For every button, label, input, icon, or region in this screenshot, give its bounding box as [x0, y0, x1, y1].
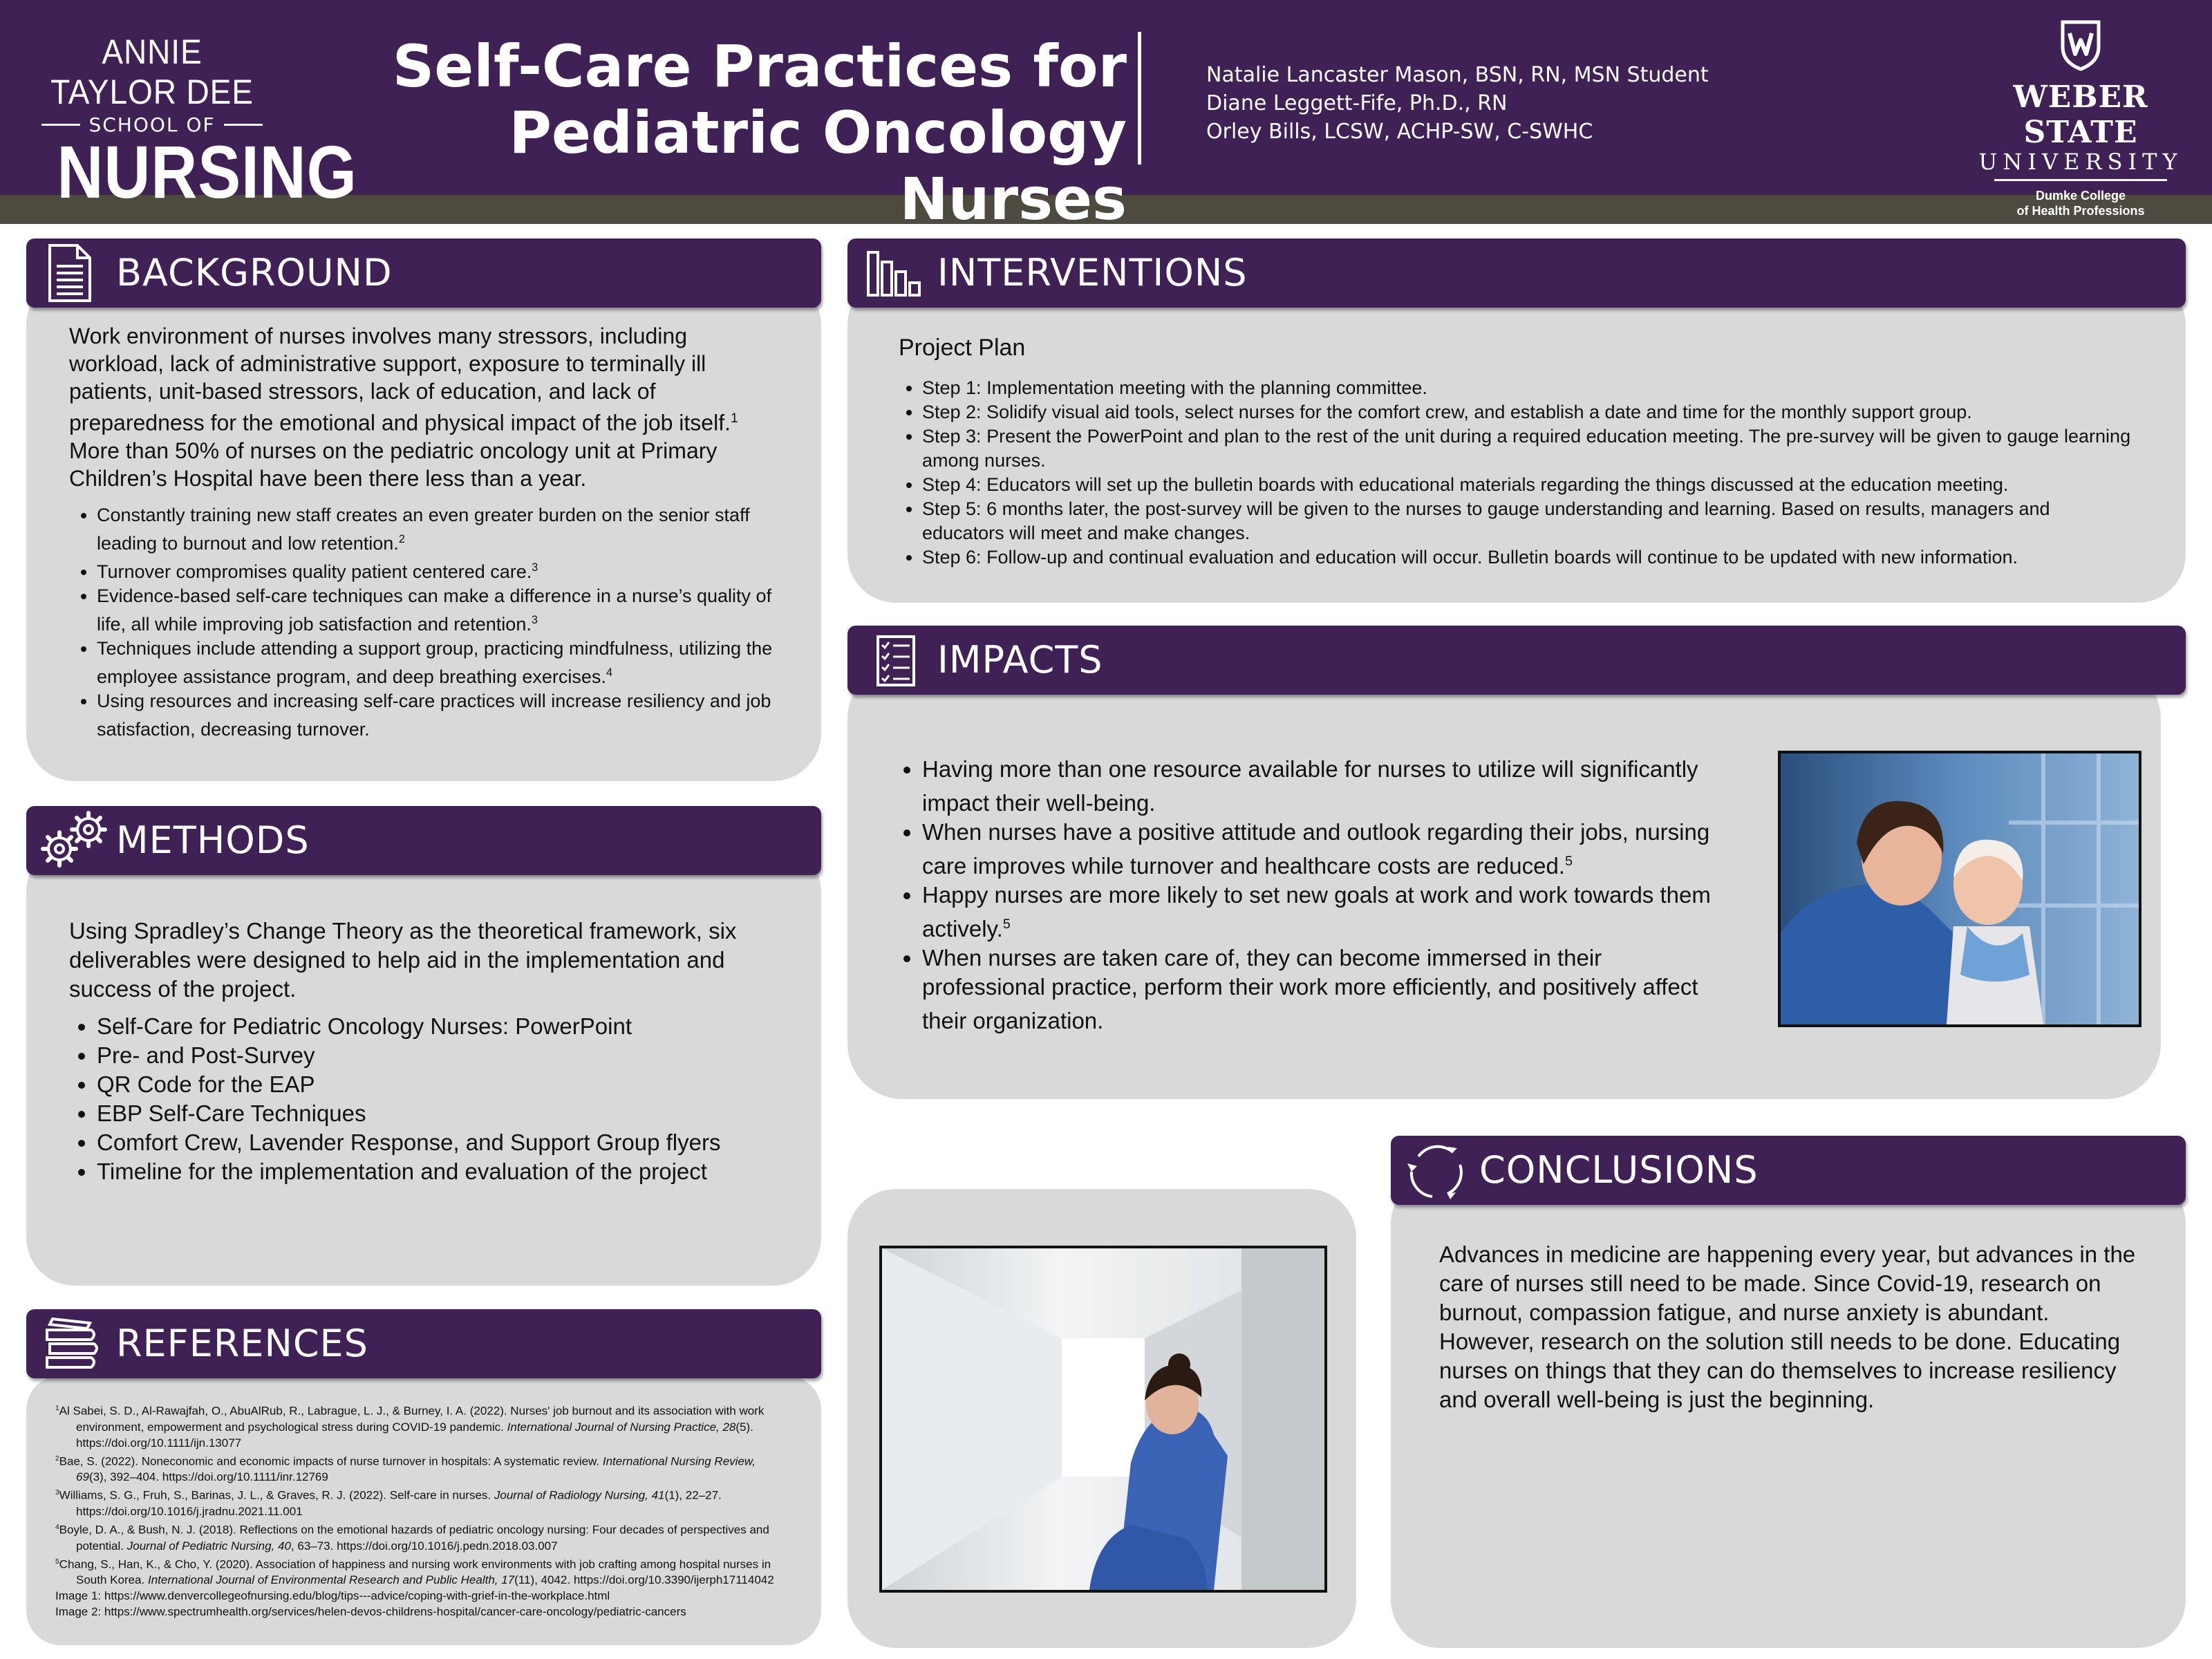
- list-item: • Turnover compromises quality patient centered care.$^3$: [97, 556, 781, 584]
- logo-line-1: ANNIE TAYLOR DEE: [50, 32, 254, 111]
- conclusions-text: Advances in medicine are happening every year, but advances in the care of nurses still need to be made. Since Covid-19, research on burnout, compassion fatigue, and nurse anxiety is abundant. However, research on the solution still needs to be done. Educating nurses on things that they can do themselves to increase resiliency and overall well-being is just the beginning.: [1439, 1241, 2136, 1412]
- list-item: • Step 5: 6 months later, the post-survey will be given to the nurses to gauge understanding and learning. Based on results, managers and educators will meet and make changes.: [922, 497, 2136, 545]
- impacts-bullets: [899, 755, 1721, 1035]
- list-item: • Step 3: Present the PowerPoint and plan to the rest of the unit during a required education meeting. The pre-survey will be given to gauge learning among nurses.: [922, 424, 2136, 473]
- interventions-heading: INTERVENTIONS: [937, 251, 1248, 294]
- logo-college-line-2: of Health Professions: [2016, 204, 2145, 218]
- list-item: • Evidence-based self-care techniques can make a difference in a nurse’s quality of life, all while improving job satisfaction and retention.$^3$: [97, 584, 781, 637]
- background-intro-2: More than 50% of nurses on the pediatric oncology unit at Primary Children’s Hospital have been there less than a year.: [69, 438, 718, 491]
- impacts-body: [899, 755, 1721, 1035]
- interventions-body: [899, 330, 2136, 570]
- methods-body: [69, 917, 795, 1186]
- reference-item: $^3$Williams, S. G., Fruh, S., Barinas, J. L., & Graves, R. J. (2022). Self-care in nurses. Journal of Radiology Nursing, 41(1), 22–27. https://doi.org/10.1016/j.jradnu.2021.11.001: [55, 1488, 722, 1518]
- distressed-nurse-photo: [879, 1246, 1327, 1593]
- list-item: • Step 4: Educators will set up the bulletin boards with educational materials regarding the things discussed at the education meeting.: [922, 473, 2136, 497]
- list-item: • EBP Self-Care Techniques: [97, 1099, 795, 1128]
- list-item: • Techniques include attending a support group, practicing mindfulness, utilizing the employee assistance program, and deep breathing exercises.$^4$: [97, 637, 781, 689]
- conclusions-heading: CONCLUSIONS: [1479, 1148, 1759, 1192]
- nurse-with-child-photo: [1778, 751, 2141, 1027]
- author-list: [1206, 61, 1709, 146]
- author: Orley Bills, LCSW, ACHP-SW, C-SWHC: [1206, 120, 1593, 144]
- list-item: • When nurses have a positive attitude and outlook regarding their jobs, nursing care improves while turnover and healthcare costs are reduced.$^5$: [922, 818, 1721, 881]
- gears-icon: [36, 809, 112, 872]
- list-item: • Pre- and Post-Survey: [97, 1041, 795, 1070]
- interventions-heading-bar: [847, 238, 2186, 308]
- weber-state-logo: [1970, 19, 2191, 218]
- reference-item: $^2$Bae, S. (2022). Noneconomic and economic impacts of nurse turnover in hospitals: A systematic review. International Nursing Review, 69(3), 392–404. https://doi.org/10.1111/inr.12769: [55, 1454, 756, 1484]
- image-credit: Image 1: https://www.denvercollegeofnursing.edu/blog/tips---advice/coping-with-grief-in-the-workplace.html: [55, 1589, 610, 1603]
- list-item: • Having more than one resource available for nurses to utilize will significantly impact their well-being.: [922, 755, 1721, 818]
- photo-illustration: [1781, 753, 2139, 1024]
- list-item: • Step 2: Solidify visual aid tools, select nurses for the comfort crew, and establish a date and time for the monthly support group.: [922, 400, 2136, 424]
- list-item: • When nurses are taken care of, they can become immersed in their professional practice, perform their work more efficiently, and positively affect their organization.: [922, 944, 1721, 1035]
- list-item: • Using resources and increasing self-care practices will increase resiliency and job satisfaction, decreasing turnover.: [97, 689, 781, 742]
- list-item: • Constantly training new staff creates an even greater burden on the senior staff leading to burnout and low retention.$^2$: [97, 503, 781, 556]
- list-item: • Timeline for the implementation and evaluation of the project: [97, 1157, 795, 1186]
- title-line-1: Self-Care Practices for: [392, 32, 1127, 100]
- impacts-heading-bar: [847, 626, 2186, 695]
- reference-item: $^4$Boyle, D. A., & Bush, N. J. (2018). Reflections on the emotional hazards of pediatric oncology nursing: Four decades of perspectives and potential. Journal of Pediatric Nursing, 40, 63–73. https://doi.org/10.1016/j.pedn.2018.03.007: [55, 1523, 769, 1553]
- list-item: • Comfort Crew, Lavender Response, and Support Group flyers: [97, 1128, 795, 1157]
- poster-title: [346, 33, 1127, 232]
- list-item: • Step 1: Implementation meeting with the planning committee.: [922, 376, 2136, 400]
- reference-item: $^5$Chang, S., Han, K., & Cho, Y. (2020). Association of happiness and nursing work environments with job crafting among hospital nurses in South Korea. International Journal of Environmental Research and Public Health, 17(11), 4042. https://doi.org/10.3390/ijerph17114042: [55, 1557, 774, 1587]
- title-divider: [1138, 32, 1141, 165]
- list-item: • Step 6: Follow-up and continual evaluation and education will occur. Bulletin boards will continue to be updated with new information.: [922, 545, 2136, 570]
- background-bullets: [69, 503, 781, 742]
- logo-university-word: UNIVERSITY: [1978, 149, 2183, 175]
- background-intro: Work environment of nurses involves many stressors, including workload, lack of administrative support, exposure to terminally ill patients, unit-based stressors, lack of education, and lack of preparedness for the emotional and physical impact of the job itself.$^1$: [69, 324, 738, 435]
- background-heading: BACKGROUND: [116, 251, 393, 294]
- refresh-cycle-icon: [1405, 1140, 1468, 1201]
- logo-rule: [224, 124, 263, 126]
- methods-intro: Using Spradley’s Change Theory as the theoretical framework, six deliverables were designed to help aid in the implementation and success of the project.: [69, 918, 737, 1002]
- books-icon: [41, 1316, 101, 1371]
- logo-rule: [1994, 179, 2167, 181]
- logo-line-3: NURSING: [57, 130, 357, 214]
- photo-illustration: [882, 1248, 1324, 1590]
- list-item: • QR Code for the EAP: [97, 1070, 795, 1099]
- nursing-school-logo: [41, 32, 357, 214]
- background-heading-bar: [26, 238, 821, 308]
- project-steps: [899, 376, 2136, 570]
- list-item: • Happy nurses are more likely to set new goals at work and work towards them actively.$^5$: [922, 881, 1721, 944]
- logo-university-name: WEBER STATE: [2013, 79, 2148, 150]
- logo-line-2: SCHOOL OF: [88, 113, 216, 136]
- impacts-heading: IMPACTS: [937, 638, 1103, 682]
- references-list: [55, 1400, 781, 1620]
- image-credit: Image 2: https://www.spectrumhealth.org/services/helen-devos-childrens-hospital/cancer-care-oncology/pediatric-cancers: [55, 1605, 686, 1619]
- shield-w-icon: [2060, 19, 2101, 72]
- project-plan-heading: Project Plan: [899, 335, 1026, 361]
- bar-chart-icon: [865, 248, 928, 298]
- references-heading-bar: [26, 1309, 821, 1378]
- methods-deliverables: [69, 1012, 795, 1186]
- background-body: [69, 322, 781, 742]
- list-item: • Self-Care for Pediatric Oncology Nurses: PowerPoint: [97, 1012, 795, 1041]
- conclusions-heading-bar: [1391, 1136, 2186, 1205]
- reference-item: $^1$Al Sabei, S. D., Al-Rawajfah, O., AbuAlRub, R., Labrague, L. J., & Burney, I. A. (2022). Nurses' job burnout and its association with work environment, empowerment and psychological stress during COVID-19 pandemic. International Journal of Nursing Practice, 28(5). https://doi.org/10.1111/ijn.13077: [55, 1404, 765, 1450]
- author: Natalie Lancaster Mason, BSN, RN, MSN Student: [1206, 63, 1709, 87]
- title-line-2: Pediatric Oncology Nurses: [509, 99, 1127, 233]
- methods-heading: METHODS: [116, 818, 310, 862]
- logo-college-line-1: Dumke College: [2035, 189, 2126, 203]
- logo-rule: [41, 124, 80, 126]
- references-heading: REFERENCES: [116, 1322, 368, 1365]
- author: Diane Leggett-Fife, Ph.D., RN: [1206, 91, 1508, 115]
- methods-heading-bar: [26, 806, 821, 875]
- checklist-icon: [875, 634, 917, 688]
- document-icon: [46, 243, 94, 303]
